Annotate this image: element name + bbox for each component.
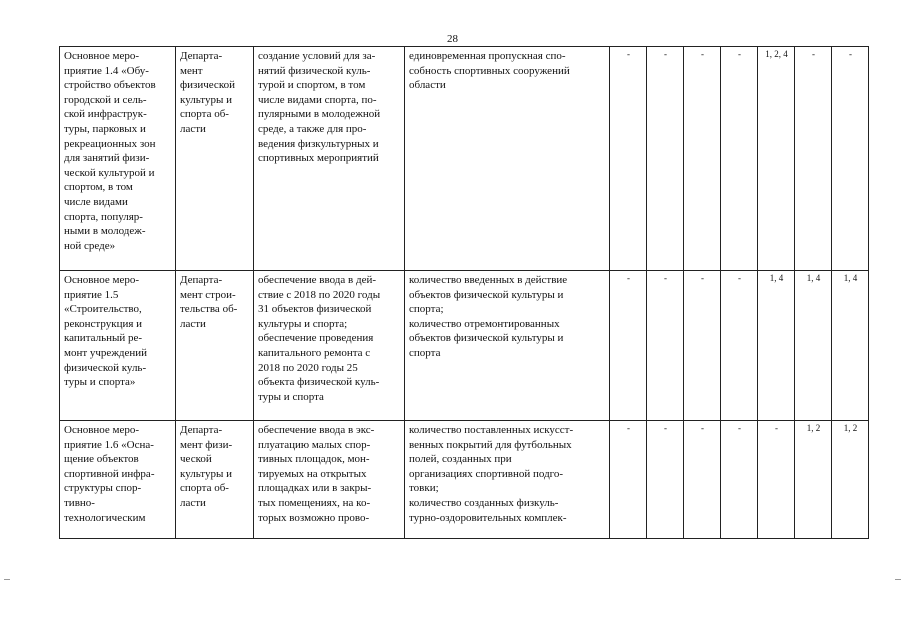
value-cell: 1, 4 (758, 271, 795, 421)
value-cell: 1, 4 (795, 271, 832, 421)
value-cell: 1, 2 (832, 421, 869, 539)
value-cell: - (721, 47, 758, 271)
page-number: 28 (447, 33, 458, 45)
activity-cell: Основное меро- приятие 1.6 «Осна- щение объектов спортивной инфра- структуры спор- тивно- технологическим (60, 421, 176, 539)
value-cell: - (610, 421, 647, 539)
executor-cell: Департа- мент физи- ческой культуры и спорта об- ласти (176, 421, 254, 539)
value-cell: - (647, 421, 684, 539)
result-cell: обеспечение ввода в дей- ствие с 2018 по 2020 годы 31 объектов физической культуры и спорта; обеспечение проведения капитального ремонта с 2018 по 2020 годы 25 объекта физической куль- туры и спорта (254, 271, 405, 421)
table-row (60, 47, 869, 271)
value-cell: - (832, 47, 869, 271)
value-cell: - (684, 271, 721, 421)
executor-cell: Департа- мент строи- тельства об- ласти (176, 271, 254, 421)
activity-cell: Основное меро- приятие 1.4 «Обу- стройство объектов городской и сель- ской инфраструк- туры, парковых и рекреационных зон для занятий физи- ческой культурой и спортом, в том числе видами спорта, популяр- ными в молодеж- ной среде» (60, 47, 176, 271)
value-cell: - (684, 47, 721, 271)
table-row (60, 271, 869, 421)
value-cell: 1, 4 (832, 271, 869, 421)
activity-cell: Основное меро- приятие 1.5 «Строительство, реконструкция и капитальный ре- монт учреждений физической куль- туры и спорта» (60, 271, 176, 421)
indicator-cell: количество поставленных искусст- венных покрытий для футбольных полей, созданных при организациях спортивной подго- товки; количество созданных физкуль- турно-оздоровительных комплек- (405, 421, 610, 539)
program-activities-table (59, 46, 869, 539)
value-cell: - (758, 421, 795, 539)
result-cell: обеспечение ввода в экс- плуатацию малых спор- тивных площадок, мон- тируемых на открытых площадках или в закры- тых помещениях, на ко- торых возможно прово- (254, 421, 405, 539)
value-cell: - (610, 271, 647, 421)
value-cell: 1, 2 (795, 421, 832, 539)
value-cell: - (684, 421, 721, 539)
indicator-cell: количество введенных в действие объектов физической культуры и спорта; количество отремонтированных объектов физической культуры и спорта (405, 271, 610, 421)
value-cell: - (721, 421, 758, 539)
table-row (60, 421, 869, 539)
value-cell: - (721, 271, 758, 421)
value-cell: - (647, 47, 684, 271)
value-cell: - (795, 47, 832, 271)
scan-edge-mark (4, 579, 10, 580)
scan-edge-mark (895, 579, 901, 580)
value-cell: 1, 2, 4 (758, 47, 795, 271)
executor-cell: Департа- мент физической культуры и спорта об- ласти (176, 47, 254, 271)
indicator-cell: единовременная пропускная спо- собность спортивных сооружений области (405, 47, 610, 271)
value-cell: - (610, 47, 647, 271)
result-cell: создание условий для за- нятий физической куль- турой и спортом, в том числе видами спорта, по- пулярными в молодежной среде, а также для про- ведения физкультурных и спортивных мероприятий (254, 47, 405, 271)
value-cell: - (647, 271, 684, 421)
